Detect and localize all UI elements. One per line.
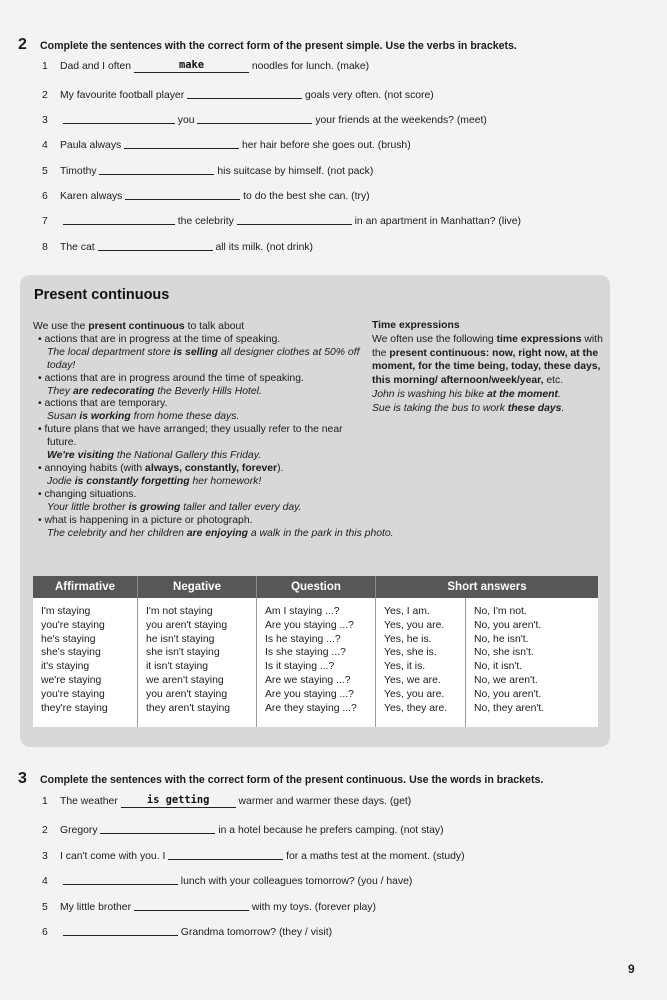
time-expressions-column — [372, 319, 604, 416]
exercise-number: 2 — [18, 36, 27, 53]
use-bullet: • changing situations. — [38, 488, 137, 500]
use-bullet: • actions that are temporary. — [38, 398, 168, 410]
page-number: 9 — [628, 962, 635, 976]
header-affirmative: Affirmative — [33, 576, 138, 598]
example: The local department store is selling all designer clothes at 50% off today! — [47, 346, 360, 371]
example: John is washing his bike at the moment. — [372, 388, 561, 400]
answer-blank[interactable] — [63, 924, 178, 936]
time-expressions-title: Time expressions — [372, 320, 460, 331]
use-bullet: • what is happening in a picture or photograph. — [38, 514, 253, 526]
exercise-instruction: Complete the sentences with the correct form of the present simple. Use the verbs in brackets. — [40, 40, 517, 52]
answer-blank[interactable] — [63, 213, 175, 225]
answer-blank[interactable] — [187, 87, 302, 99]
example: They are redecorating the Beverly Hills Hotel. — [47, 385, 262, 397]
negative-column: I'm not staying you aren't staying he isn't staying she isn't staying it isn't staying we aren't staying you aren't staying they aren't staying — [138, 598, 257, 727]
exercise-number: 3 — [18, 770, 27, 787]
exercise-3-heading — [18, 770, 543, 788]
ex3-item-3: 3 I can't come with you. I for a maths test at the moment. (study) — [42, 847, 465, 862]
header-question: Question — [257, 576, 376, 598]
ex2-item-7: 7 the celebrity in an apartment in Manhattan? (live) — [42, 212, 521, 227]
answer-blank[interactable] — [99, 163, 214, 175]
use-bullet: • future plans that we have arranged; they usually refer to the near future. — [38, 424, 343, 449]
header-negative: Negative — [138, 576, 257, 598]
use-bullet: • actions that are in progress at the time of speaking. — [38, 333, 281, 345]
answer-blank[interactable] — [168, 848, 283, 860]
answer-blank[interactable] — [100, 822, 215, 834]
use-bullet: • annoying habits (with always, constantly, forever). — [38, 462, 284, 474]
example: Jodie is constantly forgetting her homework! — [47, 475, 262, 487]
intro: We use the present continuous to talk about — [33, 321, 245, 332]
uses-column — [33, 321, 394, 540]
answer-blank[interactable] — [63, 873, 178, 885]
affirmative-column: I'm staying you're staying he's staying she's staying it's staying we're staying you're staying they're staying — [33, 598, 138, 727]
answer-blank[interactable] — [63, 112, 175, 124]
present-continuous-box — [20, 275, 610, 747]
box-title: Present continuous — [34, 287, 170, 303]
ex2-item-1: 1 Dad and I often make noodles for lunch. (make) — [42, 59, 370, 72]
ex2-item-6: 6 Karen always to do the best she can. (try) — [42, 187, 370, 202]
short-answers-yes-column: Yes, I am. Yes, you are. Yes, he is. Yes, she is. Yes, it is. Yes, we are. Yes, you are. Yes, they are. — [376, 598, 466, 727]
answer-blank[interactable]: make — [134, 61, 249, 73]
example: Your little brother is growing taller and taller every day. — [47, 501, 302, 513]
header-short-answers: Short answers — [376, 576, 599, 598]
ex3-item-2: 2 Gregory in a hotel because he prefers camping. (not stay) — [42, 821, 444, 836]
ex2-item-5: 5 Timothy his suitcase by himself. (not pack) — [42, 162, 373, 177]
ex3-item-1: 1 The weather is getting warmer and warmer these days. (get) — [42, 794, 412, 807]
time-expressions-text: We often use the following time expressions with the present continuous: now, right now, at the moment, for the time being, today, these days, this morning/ afternoon/week/year, etc. — [372, 333, 603, 387]
ex3-item-6: 6 Grandma tomorrow? (they / visit) — [42, 923, 332, 938]
answer-blank[interactable] — [125, 188, 240, 200]
answer-blank[interactable] — [134, 899, 249, 911]
ex2-item-3: 3 you your friends at the weekends? (meet) — [42, 111, 487, 126]
example: Sue is taking the bus to work these days. — [372, 402, 565, 414]
exercise-instruction: Complete the sentences with the correct form of the present continuous. Use the words in brackets. — [40, 774, 544, 786]
answer-blank[interactable]: is getting — [121, 796, 236, 808]
example: We're visiting the National Gallery this Friday. — [47, 450, 262, 462]
ex3-item-4: 4 lunch with your colleagues tomorrow? (you / have) — [42, 872, 412, 887]
answer-blank[interactable] — [237, 213, 352, 225]
example: Susan is working from home these days. — [47, 411, 240, 423]
ex2-item-2: 2 My favourite football player goals very often. (not score) — [42, 86, 434, 101]
ex2-item-8: 8 The cat all its milk. (not drink) — [42, 238, 313, 253]
answer-blank[interactable] — [98, 239, 213, 251]
conjugation-table — [33, 576, 598, 727]
use-bullet: • actions that are in progress around the time of speaking. — [38, 372, 304, 384]
exercise-2-heading — [18, 36, 517, 54]
ex3-item-5: 5 My little brother with my toys. (forever play) — [42, 898, 376, 913]
answer-blank[interactable] — [197, 112, 312, 124]
short-answers-no-column: No, I'm not. No, you aren't. No, he isn't. No, she isn't. No, it isn't. No, we aren't. No, you aren't. No, they aren't. — [474, 606, 545, 714]
ex2-item-4: 4 Paula always her hair before she goes out. (brush) — [42, 136, 411, 151]
example: The celebrity and her children are enjoying a walk in the park in this photo. — [47, 527, 394, 539]
question-column: Am I staying ...? Are you staying ...? Is he staying ...? Is she staying ...? Is it staying ...? Are we staying ...? Are you staying ...? Are they staying ...? — [257, 598, 376, 727]
answer-blank[interactable] — [124, 137, 239, 149]
